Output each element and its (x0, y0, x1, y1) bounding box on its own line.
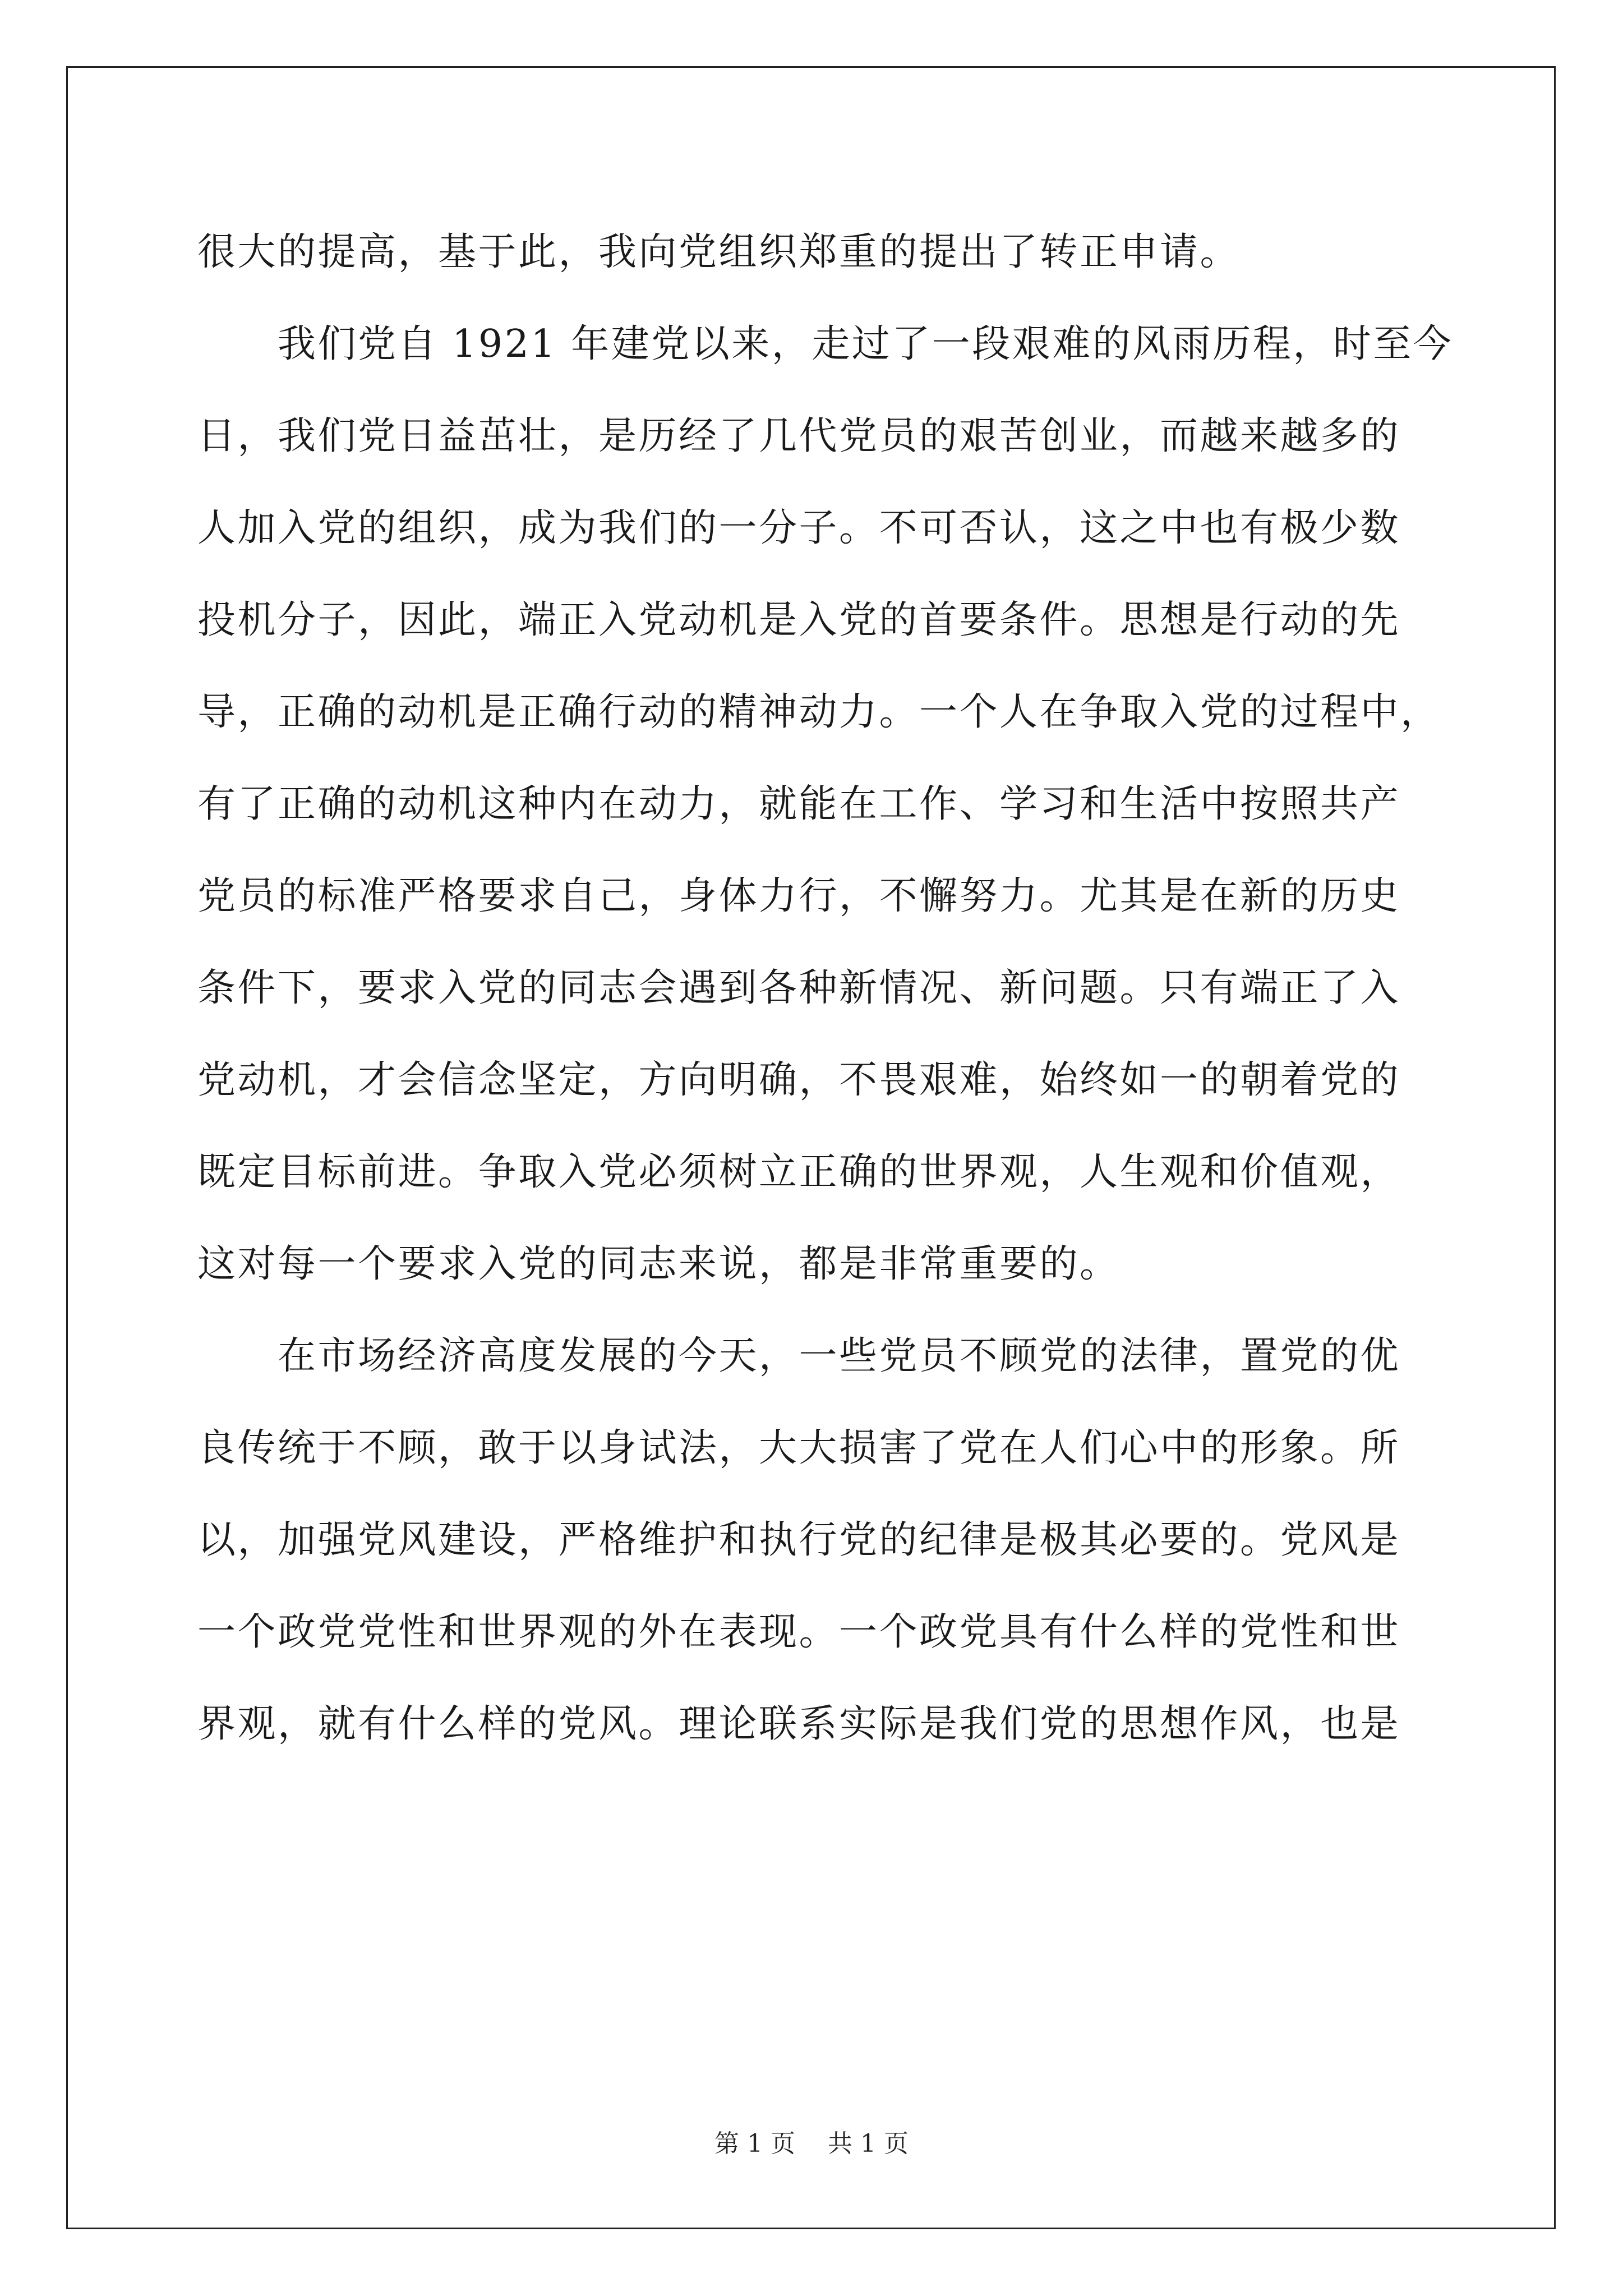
text-line: 有了正确的动机这种内在动力，就能在工作、学习和生活中按照共产 (197, 782, 1401, 826)
text-line: 日，我们党日益茁壮，是历经了几代党员的艰苦创业，而越来越多的 (197, 414, 1401, 458)
text-line: 以，加强党风建设，严格维护和执行党的纪律是极其必要的。党风是 (197, 1518, 1401, 1562)
text-line: 在市场经济高度发展的今天，一些党员不顾党的法律，置党的优 (197, 1334, 1401, 1378)
page-number-footer: 第 1 页 共 1 页 (714, 2129, 909, 2158)
text-line: 人加入党的组织，成为我们的一分子。不可否认，这之中也有极少数 (197, 506, 1401, 550)
text-line: 一个政党党性和世界观的外在表现。一个政党具有什么样的党性和世 (197, 1610, 1401, 1654)
text-line: 良传统于不顾，敢于以身试法，大大损害了党在人们心中的形象。所 (197, 1426, 1401, 1470)
text-line: 这对每一个要求入党的同志来说，都是非常重要的。 (197, 1242, 1120, 1286)
text-line: 条件下，要求入党的同志会遇到各种新情况、新问题。只有端正了入 (197, 966, 1401, 1010)
text-line: 党动机，才会信念坚定，方向明确，不畏艰难，始终如一的朝着党的 (197, 1058, 1401, 1102)
text-line: 导，正确的动机是正确行动的精神动力。一个人在争取入党的过程中， (197, 690, 1441, 734)
text-line: 既定目标前进。争取入党必须树立正确的世界观，人生观和价值观， (197, 1150, 1401, 1194)
text-line: 党员的标准严格要求自己，身体力行，不懈努力。尤其是在新的历史 (197, 874, 1401, 918)
text-line: 界观，就有什么样的党风。理论联系实际是我们党的思想作风，也是 (197, 1702, 1401, 1746)
text-line: 我们党自 1921 年建党以来，走过了一段艰难的风雨历程，时至今 (197, 322, 1454, 366)
document-body (197, 206, 1454, 1770)
text-line: 投机分子，因此，端正入党动机是入党的首要条件。思想是行动的先 (197, 598, 1401, 642)
text-line: 很大的提高，基于此，我向党组织郑重的提出了转正申请。 (197, 230, 1241, 274)
